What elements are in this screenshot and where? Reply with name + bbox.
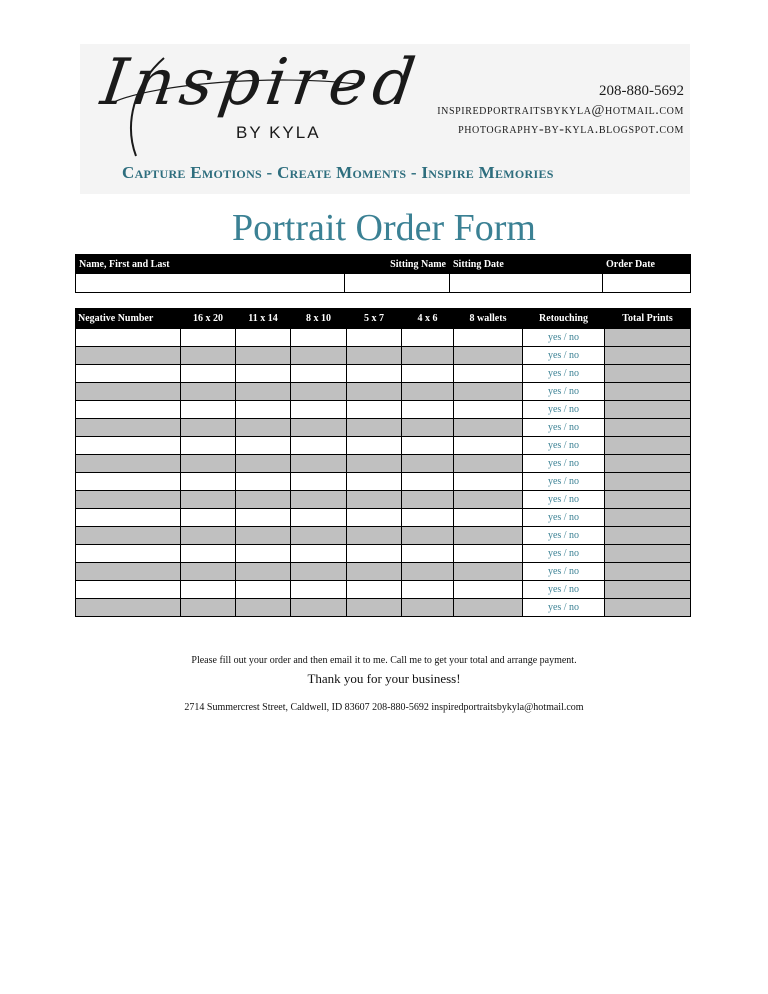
size-11x14-cell[interactable] [236,437,291,455]
contact-email: inspiredportraitsbykyla@hotmail.com [437,103,684,118]
total-prints-cell[interactable] [605,419,691,437]
table-row [76,347,691,365]
size-4x6-cell[interactable] [402,599,454,617]
size-16x20-cell[interactable] [181,437,236,455]
negative-number-cell[interactable] [76,491,181,509]
table-row [76,491,691,509]
col-8x10: 8 x 10 [291,309,347,329]
negative-number-cell[interactable] [76,599,181,617]
wallets-cell[interactable] [454,491,523,509]
table-row [76,401,691,419]
size-8x10-cell[interactable] [291,599,347,617]
size-16x20-cell[interactable] [181,419,236,437]
negative-number-cell[interactable] [76,419,181,437]
wallets-cell[interactable] [454,437,523,455]
size-4x6-cell[interactable] [402,365,454,383]
wallets-cell[interactable] [454,365,523,383]
customer-info-table [75,254,691,293]
col-5x7: 5 x 7 [347,309,402,329]
total-prints-cell[interactable] [605,599,691,617]
size-4x6-cell[interactable] [402,473,454,491]
size-8x10-cell[interactable] [291,491,347,509]
total-prints-cell[interactable] [605,365,691,383]
col-total-prints: Total Prints [605,309,691,329]
wallets-cell[interactable] [454,419,523,437]
negative-number-cell[interactable] [76,401,181,419]
contact-block [437,82,684,139]
retouching-cell[interactable]: yes / no [523,563,605,581]
negative-number-cell[interactable] [76,347,181,365]
size-5x7-cell[interactable] [347,527,402,545]
table-row [76,509,691,527]
negative-number-cell[interactable] [76,455,181,473]
wallets-cell[interactable] [454,473,523,491]
size-11x14-cell[interactable] [236,491,291,509]
total-prints-cell[interactable] [605,581,691,599]
size-11x14-cell[interactable] [236,329,291,347]
size-5x7-cell[interactable] [347,509,402,527]
wallets-cell[interactable] [454,329,523,347]
size-8x10-cell[interactable] [291,563,347,581]
order-date-field[interactable] [603,274,691,293]
page-title: Portrait Order Form [232,207,536,249]
negative-number-cell[interactable] [76,563,181,581]
size-4x6-cell[interactable] [402,545,454,563]
size-4x6-cell[interactable] [402,419,454,437]
tagline: Capture Emotions - Create Moments - Inspire Memories [122,163,554,182]
size-4x6-cell[interactable] [402,329,454,347]
header-sitting-date: Sitting Date [450,255,603,274]
size-5x7-cell[interactable] [347,419,402,437]
total-prints-cell[interactable] [605,437,691,455]
wallets-cell[interactable] [454,401,523,419]
negative-number-cell[interactable] [76,437,181,455]
size-8x10-cell[interactable] [291,329,347,347]
size-8x10-cell[interactable] [291,383,347,401]
negative-number-cell[interactable] [76,527,181,545]
table-row [76,545,691,563]
col-16x20: 16 x 20 [181,309,236,329]
retouching-cell[interactable]: yes / no [523,545,605,563]
size-11x14-cell[interactable] [236,473,291,491]
size-5x7-cell[interactable] [347,581,402,599]
table-row [76,599,691,617]
wallets-cell[interactable] [454,383,523,401]
size-4x6-cell[interactable] [402,401,454,419]
header-banner [80,44,690,194]
size-5x7-cell[interactable] [347,347,402,365]
negative-number-cell[interactable] [76,329,181,347]
size-4x6-cell[interactable] [402,383,454,401]
instructions-text: Please fill out your order and then email it to me. Call me to get your total and arrange payment. [191,655,577,666]
negative-number-cell[interactable] [76,473,181,491]
retouching-cell[interactable]: yes / no [523,581,605,599]
contact-phone: 208-880-5692 [599,83,684,99]
retouching-cell[interactable]: yes / no [523,383,605,401]
size-16x20-cell[interactable] [181,365,236,383]
size-8x10-cell[interactable] [291,347,347,365]
size-8x10-cell[interactable] [291,581,347,599]
table-row [76,365,691,383]
header-sitting-name: Sitting Name [345,255,450,274]
size-5x7-cell[interactable] [347,545,402,563]
negative-number-cell[interactable] [76,581,181,599]
col-11x14: 11 x 14 [236,309,291,329]
size-5x7-cell[interactable] [347,473,402,491]
size-8x10-cell[interactable] [291,437,347,455]
col-retouching: Retouching [523,309,605,329]
negative-number-cell[interactable] [76,383,181,401]
wallets-cell[interactable] [454,599,523,617]
negative-number-cell[interactable] [76,509,181,527]
size-16x20-cell[interactable] [181,581,236,599]
size-16x20-cell[interactable] [181,527,236,545]
size-16x20-cell[interactable] [181,455,236,473]
size-4x6-cell[interactable] [402,527,454,545]
retouching-cell[interactable]: yes / no [523,347,605,365]
size-16x20-cell[interactable] [181,347,236,365]
size-5x7-cell[interactable] [347,365,402,383]
size-11x14-cell[interactable] [236,347,291,365]
wallets-cell[interactable] [454,581,523,599]
table-row [76,455,691,473]
size-11x14-cell[interactable] [236,545,291,563]
size-16x20-cell[interactable] [181,563,236,581]
size-5x7-cell[interactable] [347,329,402,347]
size-16x20-cell[interactable] [181,401,236,419]
name-field[interactable] [76,274,345,293]
wallets-cell[interactable] [454,509,523,527]
table-row [76,581,691,599]
wallets-cell[interactable] [454,347,523,365]
size-5x7-cell[interactable] [347,383,402,401]
retouching-cell[interactable]: yes / no [523,473,605,491]
total-prints-cell[interactable] [605,491,691,509]
total-prints-cell[interactable] [605,473,691,491]
retouching-cell[interactable]: yes / no [523,329,605,347]
size-11x14-cell[interactable] [236,365,291,383]
size-8x10-cell[interactable] [291,365,347,383]
total-prints-cell[interactable] [605,563,691,581]
size-8x10-cell[interactable] [291,455,347,473]
size-4x6-cell[interactable] [402,437,454,455]
wallets-cell[interactable] [454,455,523,473]
address-text: 2714 Summercrest Street, Caldwell, ID 83607 208-880-5692 inspiredportraitsbykyla@hotmail.com [184,702,584,713]
size-8x10-cell[interactable] [291,419,347,437]
total-prints-cell[interactable] [605,401,691,419]
size-11x14-cell[interactable] [236,455,291,473]
size-5x7-cell[interactable] [347,563,402,581]
size-11x14-cell[interactable] [236,599,291,617]
header-name: Name, First and Last [76,255,345,274]
wallets-cell[interactable] [454,527,523,545]
size-4x6-cell[interactable] [402,563,454,581]
total-prints-cell[interactable] [605,545,691,563]
sitting-name-field[interactable] [345,274,450,293]
sitting-date-field[interactable] [450,274,603,293]
size-16x20-cell[interactable] [181,509,236,527]
size-16x20-cell[interactable] [181,545,236,563]
size-11x14-cell[interactable] [236,401,291,419]
total-prints-cell[interactable] [605,383,691,401]
col-negative-number: Negative Number [76,309,181,329]
retouching-cell[interactable]: yes / no [523,365,605,383]
size-11x14-cell[interactable] [236,383,291,401]
col-4x6: 4 x 6 [402,309,454,329]
size-5x7-cell[interactable] [347,599,402,617]
retouching-cell[interactable]: yes / no [523,419,605,437]
table-row [76,419,691,437]
thank-you-text: Thank you for your business! [307,671,461,686]
size-11x14-cell[interactable] [236,509,291,527]
table-row [76,527,691,545]
size-16x20-cell[interactable] [181,383,236,401]
size-4x6-cell[interactable] [402,491,454,509]
size-8x10-cell[interactable] [291,473,347,491]
retouching-cell[interactable]: yes / no [523,455,605,473]
size-4x6-cell[interactable] [402,581,454,599]
size-11x14-cell[interactable] [236,527,291,545]
size-16x20-cell[interactable] [181,599,236,617]
size-4x6-cell[interactable] [402,347,454,365]
order-rows [76,329,691,617]
size-5x7-cell[interactable] [347,491,402,509]
size-5x7-cell[interactable] [347,437,402,455]
size-16x20-cell[interactable] [181,491,236,509]
size-16x20-cell[interactable] [181,473,236,491]
logo-script: Inspired [96,46,426,120]
size-5x7-cell[interactable] [347,455,402,473]
size-8x10-cell[interactable] [291,545,347,563]
retouching-cell[interactable]: yes / no [523,437,605,455]
table-row [76,329,691,347]
retouching-cell[interactable]: yes / no [523,599,605,617]
negative-number-cell[interactable] [76,365,181,383]
size-4x6-cell[interactable] [402,509,454,527]
wallets-cell[interactable] [454,563,523,581]
table-row [76,437,691,455]
retouching-cell[interactable]: yes / no [523,401,605,419]
table-row [76,473,691,491]
header-order-date: Order Date [603,255,691,274]
col-8-wallets: 8 wallets [454,309,523,329]
size-11x14-cell[interactable] [236,563,291,581]
retouching-cell[interactable]: yes / no [523,509,605,527]
total-prints-cell[interactable] [605,455,691,473]
size-11x14-cell[interactable] [236,419,291,437]
size-8x10-cell[interactable] [291,527,347,545]
table-row [76,383,691,401]
retouching-cell[interactable]: yes / no [523,527,605,545]
contact-blog: photography-by-kyla.blogspot.com [458,122,684,137]
size-16x20-cell[interactable] [181,329,236,347]
total-prints-cell[interactable] [605,527,691,545]
logo-subtitle: BY KYLA [236,123,321,142]
negative-number-cell[interactable] [76,545,181,563]
size-8x10-cell[interactable] [291,509,347,527]
size-4x6-cell[interactable] [402,455,454,473]
total-prints-cell[interactable] [605,347,691,365]
size-8x10-cell[interactable] [291,401,347,419]
size-5x7-cell[interactable] [347,401,402,419]
order-table [75,308,691,617]
retouching-cell[interactable]: yes / no [523,491,605,509]
wallets-cell[interactable] [454,545,523,563]
total-prints-cell[interactable] [605,509,691,527]
size-11x14-cell[interactable] [236,581,291,599]
total-prints-cell[interactable] [605,329,691,347]
table-row [76,563,691,581]
